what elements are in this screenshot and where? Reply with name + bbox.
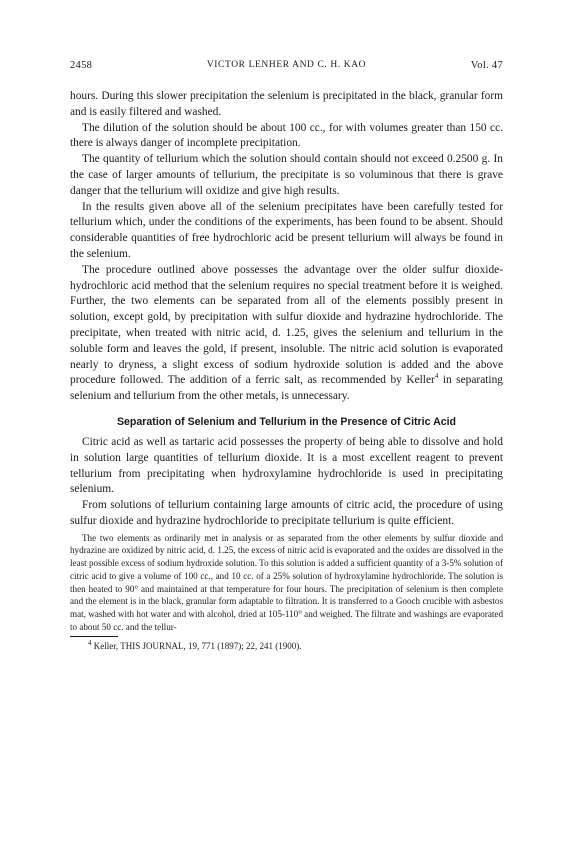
paragraph: From solutions of tellurium containing large amounts of citric acid, the procedure of using sulfur dioxide and hydrazine hydrochloride to precipitate tellurium is quite efficient. [70, 499, 503, 527]
procedure-paragraph: The two elements as ordinarily met in analysis or as separated from the other elements by sulfur dioxide and hydrazine are oxidized by nitric acid, d. 1.25, the excess of nitric acid is evaporated and the oxides are dissolved in the least possible excess of sodium hydroxide solution. To this solution is added a sufficient quantity of a 3-5% solution of citric acid to give a volume of 100 cc., and 10 cc. of a 25% solution of hydroxylamine hydrochloride. The solution is then heated to 90° and maintained at that temperature for four hours. The precipitation of selenium is then complete and the element is in the black, granular form adaptable to filtration. It is transferred to a Gooch crucible with asbestos mat, washed with hot water and with alcohol, dried at 105-110° and weighed. The filtrate and washings are evaporated to about 50 cc. and the tellur- [70, 532, 503, 632]
footnote-text: Keller, THIS JOURNAL, 19, 771 (1897); 22, 241 (1900). [91, 641, 302, 652]
running-header [70, 60, 503, 76]
paragraph-text: in separating selenium and tellurium from the other metals, is unnecessary. [70, 374, 503, 403]
page [70, 60, 503, 652]
volume-label: Vol. 47 [470, 60, 503, 71]
paragraph: In the results given above all of the selenium precipitates have been carefully tested for tellurium which, under the conditions of the experiments, has been found to be absent. Should considerable quantities of free hydrochloric acid be present tellurium will always be found in the selenium. [70, 200, 503, 260]
footnote [70, 640, 503, 652]
paragraph [70, 263, 503, 405]
running-title: VICTOR LENHER AND C. H. KAO [206, 60, 367, 70]
paragraph: The quantity of tellurium which the solution should contain should not exceed 0.2500 g. In the case of larger amounts of tellurium, the precipitate is so voluminous that there is grave danger that the tellurium will oxidize and give high results. [70, 153, 503, 197]
article-body [70, 89, 503, 652]
paragraph: Citric acid as well as tartaric acid possesses the property of being able to dissolve and hold in solution large quantities of tellurium dioxide. It is a most excellent reagent to prevent tellurium from precipitating when hydroxylamine hydrochloride is used in precipitating selenium. [70, 435, 503, 496]
footnote-divider [70, 636, 118, 637]
footnote-reference: 4 [434, 372, 439, 381]
page-number: 2458 [70, 60, 93, 71]
section-heading: Separation of Selenium and Tellurium in the Presence of Citric Acid [116, 415, 457, 428]
footnote-marker: 4 [88, 639, 92, 648]
paragraph: hours. During this slower precipitation the selenium is precipitated in the black, granular form and is easily filtered and washed. [70, 90, 503, 118]
paragraph: The dilution of the solution should be about 100 cc., for with volumes greater than 150 cc. there is always danger of incomplete precipitation. [70, 121, 503, 150]
paragraph-text: The procedure outlined above possesses the advantage over the older sulfur dioxide-hydrochloric acid method that the selenium requires no special treatment before it is weighed. Further, the two elements can be separated from all of the elements possibly present in solution, except gold, by precipitation with sulfur dioxide and hydrazine hydrochloride. The precipitate, when treated with nitric acid, d. 1.25, gives the selenium and tellurium in the soluble form and leaves the gold, if present, insoluble. The nitric acid solution is evaporated nearly to dryness, a slight excess of sodium hydroxide solution is added and the above procedure followed. The addition of a ferric salt, as recommended by Keller [70, 263, 503, 387]
